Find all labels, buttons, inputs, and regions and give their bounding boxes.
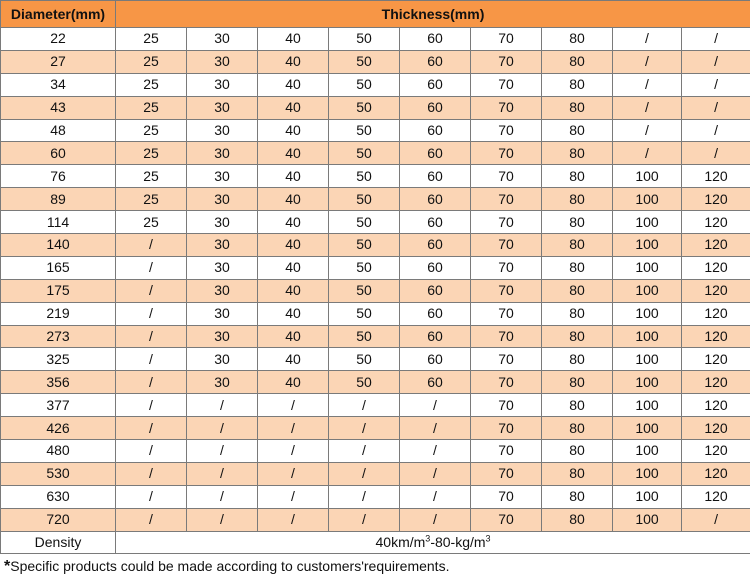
thickness-cell: 50 (329, 279, 400, 302)
thickness-cell: 40 (258, 142, 329, 165)
thickness-cell: 120 (682, 302, 750, 325)
diameter-cell: 89 (1, 188, 116, 211)
table-row (1, 302, 750, 325)
thickness-cell: 70 (471, 119, 542, 142)
thickness-cell: 25 (116, 73, 187, 96)
thickness-cell: 70 (471, 508, 542, 531)
thickness-cell: / (258, 394, 329, 417)
diameter-cell: 530 (1, 462, 116, 485)
thickness-cell: 50 (329, 142, 400, 165)
table-row (1, 96, 750, 119)
thickness-cell: / (613, 28, 682, 51)
thickness-cell: / (116, 440, 187, 463)
density-sup1: 3 (425, 533, 431, 544)
table-row (1, 28, 750, 51)
thickness-cell: 80 (542, 279, 613, 302)
thickness-cell: 60 (400, 302, 471, 325)
table-row (1, 462, 750, 485)
table-row (1, 485, 750, 508)
thickness-cell: 80 (542, 119, 613, 142)
thickness-cell: / (329, 508, 400, 531)
thickness-cell: 70 (471, 165, 542, 188)
thickness-cell: 40 (258, 211, 329, 234)
diameter-cell: 480 (1, 440, 116, 463)
thickness-cell: 80 (542, 50, 613, 73)
diameter-cell: 219 (1, 302, 116, 325)
table-row (1, 325, 750, 348)
thickness-cell: 40 (258, 119, 329, 142)
thickness-cell: 70 (471, 394, 542, 417)
thickness-cell: / (682, 508, 750, 531)
table-row (1, 211, 750, 234)
diameter-header: Diameter(mm) (1, 1, 116, 28)
thickness-cell: / (116, 325, 187, 348)
thickness-cell: / (116, 279, 187, 302)
thickness-cell: 30 (187, 142, 258, 165)
thickness-cell: 25 (116, 96, 187, 119)
table-row (1, 188, 750, 211)
thickness-cell: / (258, 440, 329, 463)
density-part2: -80-kg/m (430, 534, 486, 551)
thickness-cell: / (187, 440, 258, 463)
table-row (1, 142, 750, 165)
thickness-cell: 40 (258, 28, 329, 51)
thickness-cell: 120 (682, 325, 750, 348)
thickness-cell: 30 (187, 302, 258, 325)
thickness-cell: 50 (329, 96, 400, 119)
thickness-cell: / (682, 96, 750, 119)
thickness-cell: 40 (258, 165, 329, 188)
diameter-cell: 720 (1, 508, 116, 531)
thickness-cell: 60 (400, 348, 471, 371)
table-row (1, 234, 750, 257)
thickness-cell: / (258, 485, 329, 508)
thickness-cell: / (258, 508, 329, 531)
thickness-cell: 120 (682, 211, 750, 234)
diameter-cell: 114 (1, 211, 116, 234)
diameter-cell: 377 (1, 394, 116, 417)
thickness-cell: / (116, 417, 187, 440)
thickness-cell: / (329, 485, 400, 508)
table-body (1, 28, 750, 532)
thickness-cell: 80 (542, 440, 613, 463)
table-row (1, 119, 750, 142)
thickness-cell: 70 (471, 302, 542, 325)
thickness-cell: 50 (329, 73, 400, 96)
thickness-cell: / (329, 440, 400, 463)
thickness-cell: 70 (471, 188, 542, 211)
thickness-cell: 100 (613, 394, 682, 417)
thickness-cell: / (258, 417, 329, 440)
thickness-cell: 50 (329, 371, 400, 394)
thickness-cell: / (116, 256, 187, 279)
diameter-cell: 76 (1, 165, 116, 188)
thickness-cell: 120 (682, 188, 750, 211)
thickness-cell: / (682, 50, 750, 73)
thickness-cell: 30 (187, 73, 258, 96)
table-row (1, 279, 750, 302)
thickness-cell: 70 (471, 256, 542, 279)
thickness-cell: 30 (187, 256, 258, 279)
thickness-cell: / (187, 417, 258, 440)
thickness-cell: 100 (613, 440, 682, 463)
thickness-cell: 100 (613, 302, 682, 325)
thickness-cell: 25 (116, 119, 187, 142)
thickness-cell: 25 (116, 211, 187, 234)
thickness-cell: / (329, 417, 400, 440)
thickness-cell: 70 (471, 348, 542, 371)
thickness-cell: 80 (542, 371, 613, 394)
thickness-cell: 80 (542, 508, 613, 531)
thickness-header: Thickness(mm) (116, 1, 750, 28)
thickness-cell: / (329, 462, 400, 485)
thickness-cell: 80 (542, 348, 613, 371)
thickness-cell: 120 (682, 234, 750, 257)
thickness-cell: 60 (400, 325, 471, 348)
thickness-cell: 40 (258, 279, 329, 302)
density-row (1, 531, 750, 554)
thickness-cell: 70 (471, 462, 542, 485)
thickness-cell: 80 (542, 302, 613, 325)
thickness-cell: / (400, 440, 471, 463)
table-row (1, 50, 750, 73)
thickness-cell: 60 (400, 211, 471, 234)
table-row (1, 508, 750, 531)
thickness-cell: 40 (258, 50, 329, 73)
thickness-cell: 120 (682, 256, 750, 279)
header-row (1, 1, 750, 28)
diameter-cell: 273 (1, 325, 116, 348)
table-row (1, 165, 750, 188)
thickness-cell: 40 (258, 302, 329, 325)
thickness-cell: / (116, 394, 187, 417)
thickness-cell: 40 (258, 325, 329, 348)
thickness-cell: 30 (187, 234, 258, 257)
thickness-cell: 100 (613, 348, 682, 371)
diameter-cell: 60 (1, 142, 116, 165)
diameter-cell: 356 (1, 371, 116, 394)
thickness-cell: / (116, 348, 187, 371)
thickness-cell: 30 (187, 96, 258, 119)
thickness-cell: 100 (613, 211, 682, 234)
thickness-cell: 40 (258, 96, 329, 119)
thickness-cell: 70 (471, 73, 542, 96)
thickness-cell: 25 (116, 188, 187, 211)
thickness-cell: 100 (613, 279, 682, 302)
thickness-cell: 80 (542, 256, 613, 279)
table-row (1, 440, 750, 463)
thickness-cell: / (116, 371, 187, 394)
thickness-cell: / (258, 462, 329, 485)
thickness-cell: 60 (400, 256, 471, 279)
thickness-cell: 80 (542, 28, 613, 51)
density-value (116, 531, 750, 554)
diameter-cell: 426 (1, 417, 116, 440)
thickness-cell: 60 (400, 50, 471, 73)
thickness-cell: / (187, 508, 258, 531)
footnote-star: * (4, 558, 11, 575)
thickness-cell: / (400, 508, 471, 531)
thickness-cell: 80 (542, 394, 613, 417)
thickness-cell: 50 (329, 50, 400, 73)
thickness-cell: / (613, 119, 682, 142)
diameter-cell: 43 (1, 96, 116, 119)
thickness-cell: 120 (682, 462, 750, 485)
thickness-cell: 60 (400, 96, 471, 119)
thickness-cell: 70 (471, 279, 542, 302)
diameter-cell: 34 (1, 73, 116, 96)
thickness-cell: 100 (613, 462, 682, 485)
thickness-cell: 50 (329, 302, 400, 325)
thickness-cell: 120 (682, 394, 750, 417)
thickness-cell: 100 (613, 165, 682, 188)
thickness-cell: 30 (187, 188, 258, 211)
thickness-cell: / (400, 417, 471, 440)
thickness-cell: 40 (258, 256, 329, 279)
table-row (1, 371, 750, 394)
diameter-cell: 175 (1, 279, 116, 302)
thickness-cell: 60 (400, 142, 471, 165)
thickness-cell: / (187, 394, 258, 417)
thickness-cell: 70 (471, 325, 542, 348)
thickness-cell: 30 (187, 348, 258, 371)
thickness-cell: / (116, 462, 187, 485)
diameter-cell: 630 (1, 485, 116, 508)
thickness-cell: 50 (329, 325, 400, 348)
thickness-cell: 120 (682, 348, 750, 371)
thickness-cell: 100 (613, 417, 682, 440)
thickness-cell: 60 (400, 234, 471, 257)
thickness-cell: 40 (258, 371, 329, 394)
thickness-cell: 80 (542, 234, 613, 257)
diameter-cell: 22 (1, 28, 116, 51)
thickness-cell: 70 (471, 142, 542, 165)
thickness-cell: 25 (116, 50, 187, 73)
thickness-cell: 80 (542, 165, 613, 188)
thickness-cell: 80 (542, 462, 613, 485)
thickness-cell: / (187, 485, 258, 508)
density-sup2: 3 (485, 533, 491, 544)
thickness-cell: 30 (187, 325, 258, 348)
thickness-cell: 80 (542, 485, 613, 508)
thickness-cell: / (682, 119, 750, 142)
diameter-cell: 140 (1, 234, 116, 257)
thickness-cell: / (613, 50, 682, 73)
thickness-cell: 40 (258, 73, 329, 96)
thickness-cell: 40 (258, 234, 329, 257)
thickness-cell: 60 (400, 188, 471, 211)
thickness-cell: 70 (471, 211, 542, 234)
footnote-text: Specific products could be made according to customers'requirements. (10, 558, 450, 574)
thickness-cell: 30 (187, 211, 258, 234)
thickness-cell: 60 (400, 279, 471, 302)
thickness-cell: / (116, 485, 187, 508)
thickness-cell: 40 (258, 188, 329, 211)
table-row (1, 348, 750, 371)
table-row (1, 417, 750, 440)
thickness-cell: / (613, 96, 682, 119)
thickness-cell: 50 (329, 348, 400, 371)
table-row (1, 394, 750, 417)
thickness-cell: 25 (116, 165, 187, 188)
density-label: Density (1, 531, 116, 554)
thickness-cell: 120 (682, 371, 750, 394)
thickness-cell: / (682, 28, 750, 51)
thickness-cell: 70 (471, 371, 542, 394)
thickness-cell: 80 (542, 211, 613, 234)
thickness-cell: / (613, 142, 682, 165)
thickness-cell: / (682, 73, 750, 96)
thickness-cell: 25 (116, 142, 187, 165)
thickness-cell: 80 (542, 96, 613, 119)
thickness-cell: 70 (471, 440, 542, 463)
thickness-cell: 50 (329, 188, 400, 211)
thickness-cell: 80 (542, 142, 613, 165)
thickness-cell: 100 (613, 325, 682, 348)
thickness-cell: 50 (329, 256, 400, 279)
thickness-cell: 30 (187, 371, 258, 394)
thickness-cell: / (187, 462, 258, 485)
diameter-cell: 27 (1, 50, 116, 73)
thickness-cell: 70 (471, 50, 542, 73)
thickness-cell: 100 (613, 256, 682, 279)
thickness-cell: / (116, 302, 187, 325)
thickness-cell: / (116, 508, 187, 531)
thickness-cell: 70 (471, 234, 542, 257)
thickness-cell: / (400, 394, 471, 417)
thickness-cell: 100 (613, 234, 682, 257)
thickness-cell: 40 (258, 348, 329, 371)
thickness-cell: 120 (682, 165, 750, 188)
thickness-cell: / (400, 485, 471, 508)
thickness-cell: 60 (400, 371, 471, 394)
thickness-cell: 60 (400, 165, 471, 188)
thickness-cell: / (400, 462, 471, 485)
table-row (1, 73, 750, 96)
thickness-cell: 100 (613, 188, 682, 211)
thickness-cell: / (329, 394, 400, 417)
thickness-cell: 30 (187, 279, 258, 302)
diameter-cell: 325 (1, 348, 116, 371)
thickness-cell: 80 (542, 417, 613, 440)
thickness-cell: 80 (542, 325, 613, 348)
thickness-cell: 100 (613, 508, 682, 531)
diameter-cell: 48 (1, 119, 116, 142)
density-part1: 40km/m (375, 534, 426, 551)
thickness-cell: 120 (682, 279, 750, 302)
thickness-cell: 30 (187, 119, 258, 142)
thickness-cell: 60 (400, 73, 471, 96)
thickness-cell: 70 (471, 417, 542, 440)
thickness-cell: 70 (471, 28, 542, 51)
thickness-cell: 60 (400, 119, 471, 142)
footnote (4, 558, 449, 576)
thickness-cell: / (613, 73, 682, 96)
thickness-cell: 70 (471, 96, 542, 119)
thickness-cell: 50 (329, 119, 400, 142)
table-row (1, 256, 750, 279)
thickness-cell: 70 (471, 485, 542, 508)
thickness-cell: 100 (613, 371, 682, 394)
thickness-cell: 60 (400, 28, 471, 51)
thickness-cell: 120 (682, 417, 750, 440)
thickness-cell: 100 (613, 485, 682, 508)
thickness-cell: 50 (329, 211, 400, 234)
thickness-cell: 120 (682, 485, 750, 508)
thickness-cell: 80 (542, 188, 613, 211)
thickness-cell: 25 (116, 28, 187, 51)
thickness-cell: / (116, 234, 187, 257)
thickness-cell: 120 (682, 440, 750, 463)
thickness-cell: 30 (187, 28, 258, 51)
thickness-cell: 80 (542, 73, 613, 96)
thickness-cell: / (682, 142, 750, 165)
thickness-cell: 50 (329, 234, 400, 257)
thickness-cell: 50 (329, 28, 400, 51)
thickness-cell: 30 (187, 165, 258, 188)
thickness-cell: 30 (187, 50, 258, 73)
thickness-cell: 50 (329, 165, 400, 188)
diameter-cell: 165 (1, 256, 116, 279)
